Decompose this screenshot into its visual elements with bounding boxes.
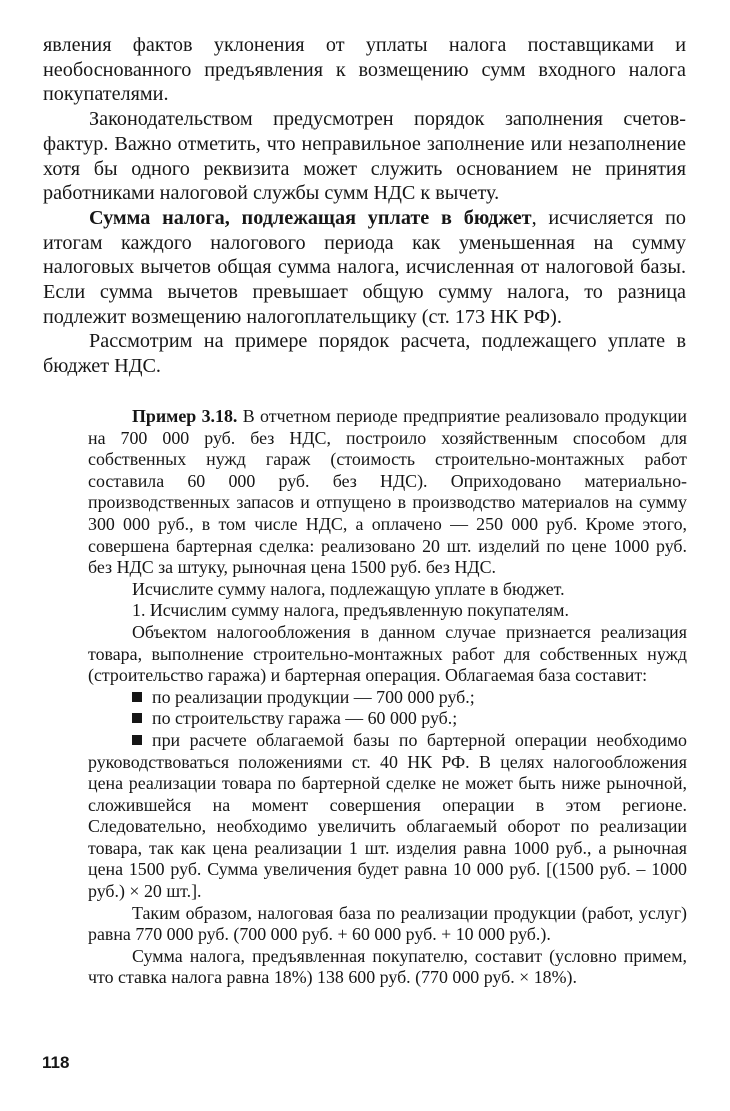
paragraph-3 [43,206,686,330]
paragraph-1: явления фактов уклонения от уплаты налога поставщиками и необоснованного предъявления к возмещению сумм входного налога покупателями. [43,34,686,106]
paragraph-2: Законодательством предусмотрен порядок заполнения счетов-фактур. Важно отметить, что неправильное заполнение или незаполнение хотя бы одного реквизита может служить основанием не принятия работниками налоговой службы сумм НДС к вычету. [43,108,686,205]
paragraph-3-text: , исчисляется по итогам каждого налогового периода как уменьшенная на сумму налоговых вычетов общая сумма налога, исчисленная от налоговой базы. Если сумма вычетов превышает общую сумму налога, то разница подлежит возмещению налогоплательщику (ст. 173 НК РФ). [43,206,686,328]
tax-payable-term: Сумма налога, подлежащая уплате в бюджет [89,206,532,229]
bullet-text: при расчете облагаемой базы по бартерной операции необходимо руководствоваться положениями ст. 40 НК РФ. В целях налогообложения цена реализации товара по бартерной сделке не может быть ниже рыночной, сложившейся на момент совершения операции в этом регионе. Следовательно, необходимо увеличить облагаемый оборот по реализации товара, так как цена реализации 1 шт. изделия равна 1000 руб., а рыночная цена 1500 руб. Сумма увеличения будет равна 10 000 руб. [(1500 руб. – 1000 руб.) × 20 шт.]. [88,729,687,902]
example-step-1: 1. Исчислим сумму налога, предъявленную покупателям. [132,600,569,621]
example-intro-text: В отчетном периоде предприятие реализовало продукции на 700 000 руб. без НДС, построило хозяйственным способом для собственных нужд гараж (стоимость строительно-монтажных работ составила 60 000 руб. без НДС). Оприходовано материально-производственных запасов и отпущено в производство материалов на сумму 300 000 руб., в том числе НДС, а оплачено — 250 000 руб. Кроме этого, совершена бартерная сделка: реализовано 20 шт. изделий по цене 1000 руб. без НДС за штуку, рыночная цена 1500 руб. без НДС. [88,406,687,578]
bullet-item [88,730,687,903]
paragraph-4: Рассмотрим на примере порядок расчета, подлежащего уплате в бюджет НДС. [43,330,686,378]
example-object: Объектом налогообложения в данном случае признается реализация товара, выполнение строительно-монтажных работ для собственных нужд (строительство гаража) и бартерная операция. Облагаемая база составит: [88,621,687,686]
bullet-item [88,687,687,709]
example-label: Пример 3.18. [132,406,238,426]
bullet-square-icon [132,713,142,723]
example-tax: Сумма налога, предъявленная покупателю, составит (условно примем, что ставка налога равна 18%) 138 600 руб. (770 000 руб. × 18%). [88,945,687,988]
main-text [43,33,686,379]
example-block [88,406,687,989]
example-base: Таким образом, налоговая база по реализации продукции (работ, услуг) равна 770 000 руб. (700 000 руб. + 60 000 руб. + 10 000 руб.). [88,902,687,945]
example-intro [88,406,687,579]
bullet-square-icon [132,735,142,745]
bullet-item [88,708,687,730]
example-task: Исчислите сумму налога, подлежащую уплате в бюджет. [132,578,565,599]
bullet-text: по строительству гаража — 60 000 руб.; [152,708,458,729]
bullet-text: по реализации продукции — 700 000 руб.; [152,686,475,707]
page-number: 118 [42,1053,70,1072]
bullet-square-icon [132,692,142,702]
